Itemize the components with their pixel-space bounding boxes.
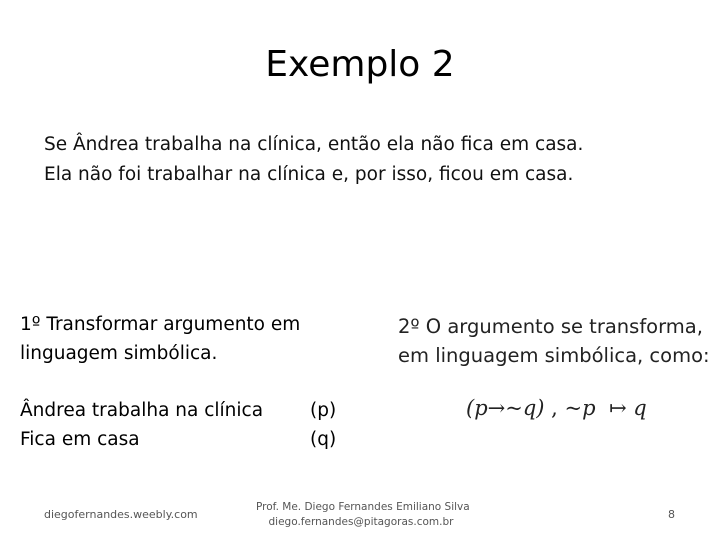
intro-line: Ela não foi trabalhar na clínica e, por isso, ficou em casa. xyxy=(44,164,574,185)
proposition-text: Ândrea trabalha na clínica xyxy=(20,400,264,421)
footer-website: diegofernandes.weebly.com xyxy=(44,508,198,521)
proposition-symbol: (p) xyxy=(310,400,337,421)
intro-text xyxy=(44,130,583,190)
formula-premise-1: (p→~q) xyxy=(466,396,545,420)
proposition-text: Fica em casa xyxy=(20,429,140,450)
step-2-line: em linguagem simbólica, como: xyxy=(398,344,710,367)
proposition-list xyxy=(20,396,263,454)
proposition-symbol: (q) xyxy=(310,429,337,450)
page-number: 8 xyxy=(668,508,675,521)
footer-author-name: Prof. Me. Diego Fernandes Emiliano Silva xyxy=(256,501,470,513)
footer-author xyxy=(256,500,470,530)
formula-conclusion: q xyxy=(633,396,647,420)
proposition-symbols xyxy=(310,396,336,454)
step-2-text xyxy=(398,312,710,370)
formula-premise-2: ~p xyxy=(564,396,596,420)
entails-symbol: ↦ xyxy=(608,396,627,420)
symbolic-formula xyxy=(466,396,647,420)
step-1-line: linguagem simbólica. xyxy=(20,343,218,364)
step-1-text xyxy=(20,310,300,368)
formula-separator: , xyxy=(551,396,558,420)
step-2-line: 2º O argumento se transforma, xyxy=(398,315,703,338)
footer-author-email: diego.fernandes@pitagoras.com.br xyxy=(268,516,454,528)
intro-line: Se Ândrea trabalha na clínica, então ela não fica em casa. xyxy=(44,134,584,155)
step-1-line: 1º Transformar argumento em xyxy=(20,314,301,335)
slide-title: Exemplo 2 xyxy=(265,44,455,85)
